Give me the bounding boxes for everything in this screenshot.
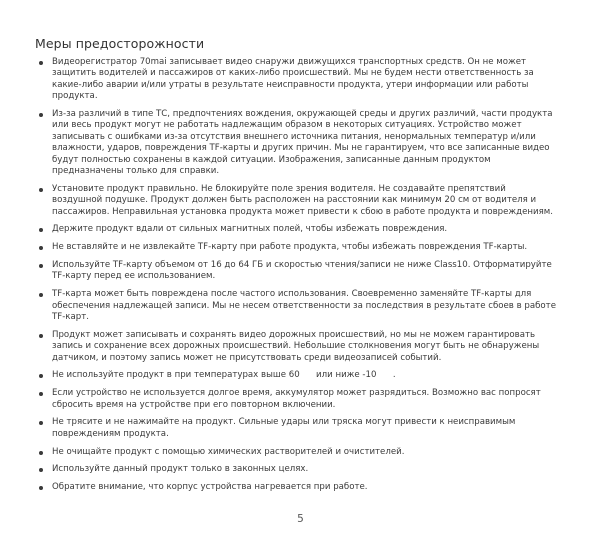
page-number: 5	[297, 513, 304, 525]
list-item: Не используйте продукт в при температурах выше 60 или ниже -10 .	[38, 370, 558, 381]
list-item: Из-за различий в типе ТС, предпочтениях вождения, окружающей среды и других различий, части продукта или весь продукт могут не работать надлежащим образом в некоторых ситуациях. Устройство может записывать с ошибками из-за отсутствия внешнего источника питания, ненормальных температур и/или влажности, ударов, повреждения TF-карты и других причин. Мы не гарантируем, что все записанные видео будут полностью сохранены в каждой ситуации. Изображения, записанные данным продуктом предназначены только для справки.	[38, 109, 558, 177]
list-item: Продукт может записывать и сохранять видео дорожных происшествий, но мы не можем гарантировать запись и сохранение всех дорожных происшествий. Небольшие столкновения могут быть не обнаружены датчиком, и поэтому запись может не присутствовать среди видеозаписей событий.	[38, 330, 558, 364]
precautions-list	[38, 57, 558, 500]
list-item: Видеорегистратор 70mai записывает видео снаружи движущихся транспортных средств. Он не может защитить водителей и пассажиров от каких-либо происшествий. Мы не будем нести ответственность за какие-либо аварии и/или утраты в результате неисправности продукта, утери информации или работы продукта.	[38, 57, 558, 103]
list-item: Используйте данный продукт только в законных целях.	[38, 464, 558, 475]
list-item: TF-карта может быть повреждена после частого использования. Своевременно заменяйте TF-карты для обеспечения надлежащей записи. Мы не несем ответственности за последствия в результате сбоев в работе TF-карт.	[38, 289, 558, 323]
list-item: Установите продукт правильно. Не блокируйте поле зрения водителя. Не создавайте препятствий воздушной подушке. Продукт должен быть расположен на расстоянии как минимум 20 см от водителя и пассажиров. Неправильная установка продукта может привести к сбою в работе продукта и повреждениям.	[38, 184, 558, 218]
list-item: Держите продукт вдали от сильных магнитных полей, чтобы избежать повреждения.	[38, 224, 558, 235]
page-title: Меры предосторожности	[35, 36, 205, 51]
list-item: Не очищайте продукт с помощью химических растворителей и очистителей.	[38, 447, 558, 458]
list-item: Обратите внимание, что корпус устройства нагревается при работе.	[38, 482, 558, 493]
list-item: Если устройство не используется долгое время, аккумулятор может разрядиться. Возможно вас попросят сбросить время на устройстве при его повторном включении.	[38, 388, 558, 411]
list-item: Используйте TF-карту объемом от 16 до 64 ГБ и скоростью чтения/записи не ниже Class10. Отформатируйте TF-карту перед ее использованием.	[38, 260, 558, 283]
list-item: Не вставляйте и не извлекайте TF-карту при работе продукта, чтобы избежать повреждения TF-карты.	[38, 242, 558, 253]
list-item: Не трясите и не нажимайте на продукт. Сильные удары или тряска могут привести к неисправимым повреждениям продукта.	[38, 417, 558, 440]
